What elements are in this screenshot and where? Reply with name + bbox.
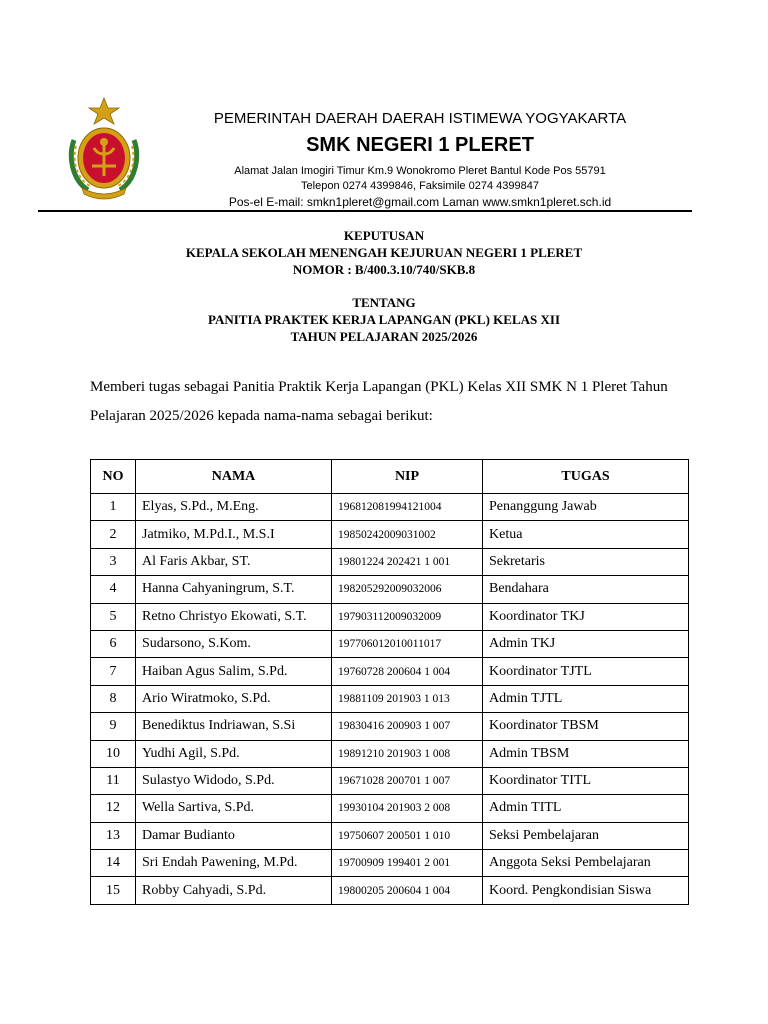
- member-nip: 196812081994121004: [332, 494, 483, 521]
- member-task: Koord. Pengkondisian Siswa: [483, 877, 689, 904]
- member-nip: 19930104 201903 2 008: [332, 795, 483, 822]
- intro-paragraph: Memberi tugas sebagai Panitia Praktik Kerja Lapangan (PKL) Kelas XII SMK N 1 Pleret Tahun Pelajaran 2025/2026 kepada nama-nama sebagai berikut:: [90, 379, 668, 424]
- member-task: Penanggung Jawab: [483, 494, 689, 521]
- member-task: Admin TKJ: [483, 630, 689, 657]
- school-phone: Telepon 0274 4399846, Faksimile 0274 4399847: [301, 180, 539, 192]
- about-subject: PANITIA PRAKTEK KERJA LAPANGAN (PKL) KELAS XII: [208, 312, 560, 327]
- school-name: SMK NEGERI 1 PLERET: [306, 134, 534, 156]
- header-nip: NIP: [332, 460, 483, 494]
- row-number: 2: [91, 521, 136, 548]
- member-name: Al Faris Akbar, ST.: [136, 548, 332, 575]
- member-name: Sri Endah Pawening, M.Pd.: [136, 850, 332, 877]
- row-number: 5: [91, 603, 136, 630]
- row-number: 9: [91, 713, 136, 740]
- table-row: [91, 767, 689, 794]
- member-nip: 19881109 201903 1 013: [332, 685, 483, 712]
- about-heading: TENTANG: [352, 295, 416, 310]
- member-nip: 19671028 200701 1 007: [332, 767, 483, 794]
- table-row: [91, 603, 689, 630]
- table-row: [91, 877, 689, 904]
- table-row: [91, 658, 689, 685]
- row-number: 6: [91, 630, 136, 657]
- table-row: [91, 576, 689, 603]
- row-number: 12: [91, 795, 136, 822]
- decree-heading: KEPUTUSAN: [343, 228, 425, 243]
- table-row: [91, 795, 689, 822]
- letterhead-divider: [38, 210, 692, 212]
- member-nip: 197903112009032009: [332, 603, 483, 630]
- diy-crest-logo: [62, 96, 146, 202]
- government-name: PEMERINTAH DAERAH DAERAH ISTIMEWA YOGYAKARTA: [213, 110, 627, 127]
- member-nip: 19760728 200604 1 004: [332, 658, 483, 685]
- member-nip: 19750607 200501 1 010: [332, 822, 483, 849]
- member-nip: 198205292009032006: [332, 576, 483, 603]
- table-row: [91, 740, 689, 767]
- member-task: Seksi Pembelajaran: [483, 822, 689, 849]
- member-task: Sekretaris: [483, 548, 689, 575]
- table-row: [91, 685, 689, 712]
- member-name: Sulastyo Widodo, S.Pd.: [136, 767, 332, 794]
- row-number: 4: [91, 576, 136, 603]
- row-number: 7: [91, 658, 136, 685]
- member-name: Robby Cahyadi, S.Pd.: [136, 877, 332, 904]
- header-tugas: TUGAS: [483, 460, 689, 494]
- row-number: 1: [91, 494, 136, 521]
- member-task: Admin TJTL: [483, 685, 689, 712]
- member-name: Elyas, S.Pd., M.Eng.: [136, 494, 332, 521]
- member-nip: 197706012010011017: [332, 630, 483, 657]
- member-nip: 19801224 202421 1 001: [332, 548, 483, 575]
- member-name: Jatmiko, M.Pd.I., M.S.I: [136, 521, 332, 548]
- decree-issuer: KEPALA SEKOLAH MENENGAH KEJURUAN NEGERI 1 PLERET: [185, 245, 583, 260]
- member-name: Benediktus Indriawan, S.Si: [136, 713, 332, 740]
- row-number: 3: [91, 548, 136, 575]
- member-name: Sudarsono, S.Kom.: [136, 630, 332, 657]
- member-task: Koordinator TBSM: [483, 713, 689, 740]
- member-task: Koordinator TJTL: [483, 658, 689, 685]
- member-task: Koordinator TITL: [483, 767, 689, 794]
- member-name: Hanna Cahyaningrum, S.T.: [136, 576, 332, 603]
- member-nip: 19700909 199401 2 001: [332, 850, 483, 877]
- school-contact: Pos-el E-mail: smkn1pleret@gmail.com Laman www.smkn1pleret.sch.id: [228, 195, 612, 209]
- table-row: [91, 822, 689, 849]
- member-nip: 19850242009031002: [332, 521, 483, 548]
- member-task: Bendahara: [483, 576, 689, 603]
- member-task: Ketua: [483, 521, 689, 548]
- member-task: Admin TBSM: [483, 740, 689, 767]
- member-name: Retno Christyo Ekowati, S.T.: [136, 603, 332, 630]
- table-row: [91, 850, 689, 877]
- member-task: Koordinator TKJ: [483, 603, 689, 630]
- member-nip: 19830416 200903 1 007: [332, 713, 483, 740]
- member-name: Ario Wiratmoko, S.Pd.: [136, 685, 332, 712]
- member-name: Yudhi Agil, S.Pd.: [136, 740, 332, 767]
- member-task: Anggota Seksi Pembelajaran: [483, 850, 689, 877]
- member-nip: 19800205 200604 1 004: [332, 877, 483, 904]
- member-task: Admin TITL: [483, 795, 689, 822]
- table-row: [91, 494, 689, 521]
- member-name: Haiban Agus Salim, S.Pd.: [136, 658, 332, 685]
- table-header-row: [91, 460, 689, 494]
- header-no: NO: [91, 460, 136, 494]
- member-name: Damar Budianto: [136, 822, 332, 849]
- row-number: 14: [91, 850, 136, 877]
- member-name: Wella Sartiva, S.Pd.: [136, 795, 332, 822]
- decree-number: NOMOR : B/400.3.10/740/SKB.8: [292, 262, 476, 277]
- member-nip: 19891210 201903 1 008: [332, 740, 483, 767]
- table-row: [91, 548, 689, 575]
- table-row: [91, 713, 689, 740]
- row-number: 8: [91, 685, 136, 712]
- row-number: 11: [91, 767, 136, 794]
- row-number: 10: [91, 740, 136, 767]
- row-number: 13: [91, 822, 136, 849]
- row-number: 15: [91, 877, 136, 904]
- committee-table: [90, 459, 689, 905]
- about-year: TAHUN PELAJARAN 2025/2026: [290, 329, 478, 344]
- table-row: [91, 521, 689, 548]
- header-nama: NAMA: [136, 460, 332, 494]
- school-address: Alamat Jalan Imogiri Timur Km.9 Wonokromo Pleret Bantul Kode Pos 55791: [234, 165, 606, 177]
- table-row: [91, 630, 689, 657]
